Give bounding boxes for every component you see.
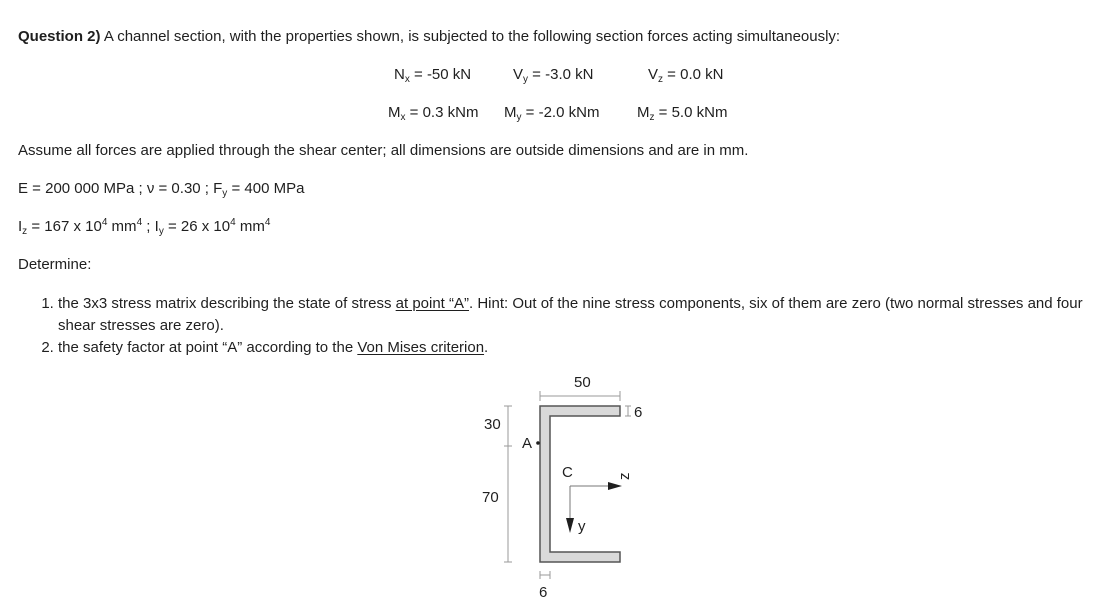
- y-axis-arrow: [566, 518, 574, 533]
- dim-flange-label: 6: [634, 404, 643, 421]
- channel-section-svg: [470, 368, 670, 608]
- point-a-label: A: [522, 435, 533, 452]
- point-a-marker: [536, 441, 540, 445]
- z-axis-arrow: [608, 482, 622, 490]
- force-nx: $N_x = -50$ kN: [394, 66, 472, 85]
- dimension-height: [504, 406, 512, 562]
- centroid-label: C: [562, 464, 573, 481]
- link-von-mises[interactable]: Von Mises criterion: [357, 339, 485, 356]
- question-intro: A channel section, with the properties shown, is subjected to the following section forces acting simultaneously:: [100, 28, 841, 45]
- assumption-text: Assume all forces are applied through the shear center; all dimensions are outside dimensions and are in mm.: [18, 142, 749, 159]
- force-vy: $V_y = -3.0$ kN: [513, 66, 594, 85]
- task-item-1: 1. the 3x3 stress matrix describing the state of stress at point “A”. Hint: Out of the nine stress components, six of them are zero (two normal stresses and four shear stresses are zero).: [58, 293, 1098, 337]
- channel-section-figure: [470, 368, 670, 608]
- dim-width-label: 50: [574, 374, 591, 391]
- moment-mz: $M_z = 5.0$ kNm: [637, 104, 728, 123]
- z-axis-label: z: [616, 472, 633, 480]
- dimension-flange: [625, 406, 631, 416]
- question-heading: [18, 28, 840, 45]
- link-point-a[interactable]: at point “A”: [395, 295, 470, 312]
- moments-of-inertia: $I_z = 167$ x $10^4$ $mm^4$ ; $I_y = 26$ x $10^4$ $mm^4$: [18, 217, 271, 237]
- dim-lower-label: 70: [482, 489, 499, 506]
- determine-label: Determine:: [18, 256, 92, 273]
- moment-mx: $M_x = 0.3$ kNm: [388, 104, 479, 123]
- moment-my: $M_y = -2.0$ kNm: [504, 104, 600, 123]
- material-properties: E = 200 000 MPa ; ν = 0.30 ; $F_y = 400$ MPa: [18, 180, 305, 199]
- task-item-2: 2. the safety factor at point “A” according to the Von Mises criterion.: [58, 337, 1098, 359]
- force-vz: $V_z = 0.0$ kN: [648, 66, 724, 85]
- dimension-width: [540, 391, 620, 401]
- dim-web-label: 6: [539, 584, 548, 601]
- y-axis-label: y: [578, 518, 586, 535]
- dim-upper-label: 30: [484, 416, 501, 433]
- dimension-web: [540, 571, 550, 579]
- task-list: [40, 293, 1098, 359]
- question-label: Question 2): [18, 28, 101, 45]
